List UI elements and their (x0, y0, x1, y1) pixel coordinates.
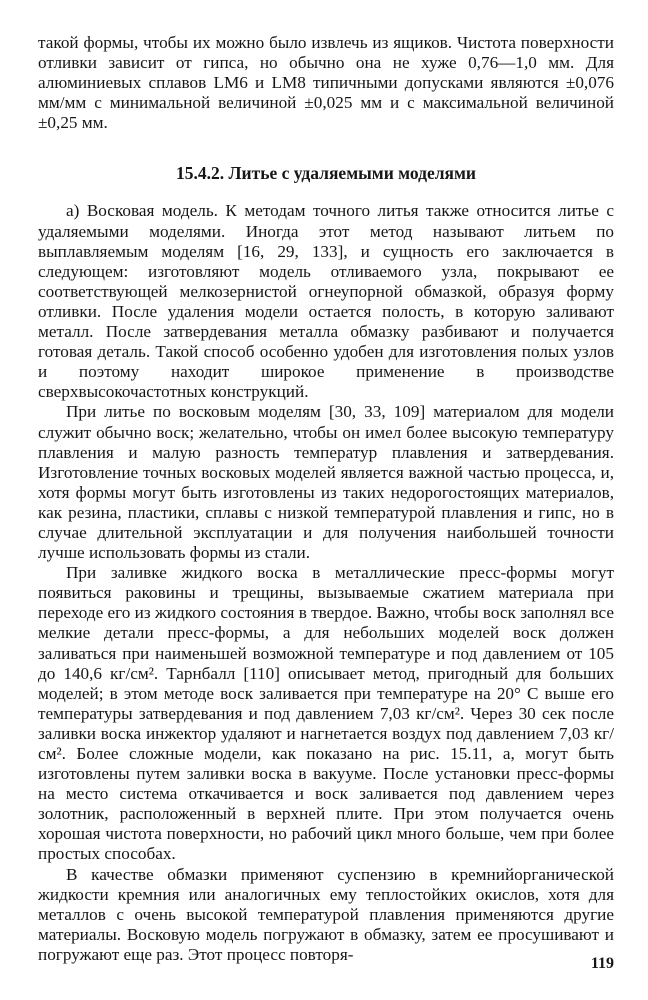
section-body (38, 201, 614, 965)
document-page (38, 33, 614, 965)
paragraph-wax-model: а) Восковая модель. К методам точного литья также относится литье с удаляемыми моделями. Иногда этот метод называют литьем по выплавляемым моделям [16, 29, 133], и сущность его заключается в следующем: изготовляют модель отливаемого узла, покрывают ее соответствующей мелкозернистой огнеупорной обмазкой, образуя форму отливки. После удаления модели остается полость, в которую заливают металл. После затвердевания металла обмазку разбивают и получается готовая деталь. Такой способ особенно удобен для изготовления полых узлов и поэтому находит широкое применение в производстве сверхвысокочастотных конструкций. (38, 201, 614, 402)
intro-text (38, 33, 614, 133)
paragraph-wax-materials: При литье по восковым моделям [30, 33, 109] материалом для модели служит обычно воск; желательно, чтобы он имел более высокую температуру плавления и малую разность температур плавления и затвердевания. Изготовление точных восковых моделей является важной частью процесса, и, хотя формы могут быть изготовлены из таких недорогостоящих материалов, как резина, пластики, сплавы с низкой температурой плавления и гипс, но в случае длительной эксплуатации и для получения наибольшей точности лучше использовать формы из стали. (38, 402, 614, 563)
section-heading: 15.4.2. Литье с удаляемыми моделями (175, 163, 477, 184)
intro-paragraph: такой формы, чтобы их можно было извлечь из ящиков. Чистота поверхности отливки зависит от гипса, но обычно она не хуже 0,76—1,0 мм. Для алюминиевых сплавов LM6 и LM8 типичными допусками являются ±0,076 мм/мм с минимальной величиной ±0,025 мм и с максимальной величиной ±0,25 мм. (38, 33, 614, 133)
paragraph-coating: В качестве обмазки применяют суспензию в кремнийорганической жидкости кремния или аналогичных ему теплостойких окислов, хотя для металлов с очень высокой температурой плавления применяются другие материалы. Восковую модель погружают в обмазку, затем ее просушивают и погружают еще раз. Этот процесс повторя- (38, 864, 614, 964)
page-number: 119 (590, 955, 614, 972)
paragraph-wax-pouring: При заливке жидкого воска в металлические пресс-формы могут появиться раковины и трещины, вызываемые сжатием материала при переходе его из жидкого состояния в твердое. Важно, чтобы воск заполнял все мелкие детали пресс-формы, а для небольших моделей воск должен заливаться при наименьшей возможной температуре и под давлением от 105 до 140,6 кг/см². Тарнбалл [110] описывает метод, пригодный для больших моделей; в этом методе воск заливается при температуре на 20° С выше его температуры затвердевания и под давлением 7,03 кг/см². Через 30 сек после заливки воска инжектор удаляют и нагнетается воздух под давлением 7,03 кг/см². Более сложные модели, как показано на рис. 15.11, а, могут быть изготовлены путем заливки воска в вакууме. После установки пресс-формы на место система откачивается и воск заливается под давлением через золотник, расположенный в верхней плите. При этом получается очень хорошая чистота поверхности, но рабочий цикл много больше, чем при более простых способах. (38, 563, 614, 864)
